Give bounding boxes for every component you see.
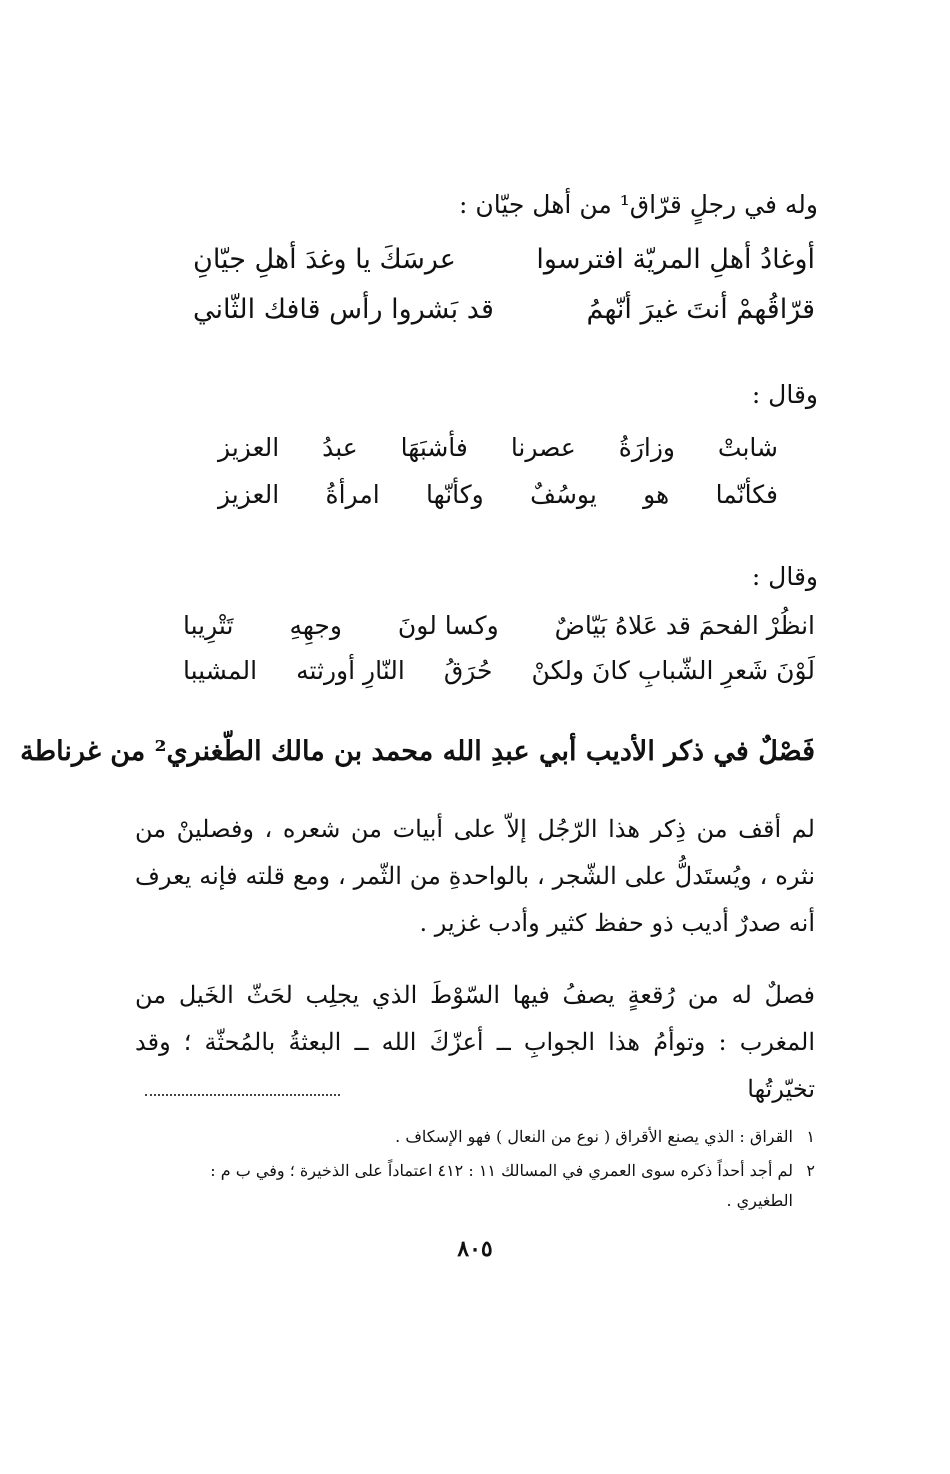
- poem-intro-2: وقال :: [751, 380, 818, 409]
- verse-2-line-2: [218, 480, 778, 509]
- poem-intro-1: وله في رجلٍ قرّاق¹ من أهل جيّان :: [459, 190, 818, 219]
- verse-phrase: انظُرْ الفحمَ قد عَلاهُ بَيّاضٌ: [554, 611, 815, 640]
- footnote-separator: [145, 1094, 340, 1096]
- verse-word: يوسُفٌ: [530, 480, 597, 509]
- footnote-number: ١: [806, 1127, 815, 1146]
- body-paragraph-1: لم أقف من ذِكر هذا الرّجُل إلاّ على أبيات من شعره ، وفصلينْ من نثره ، ويُستَدلُّ على الشّجر ، بالواحدةِ من الثّمر ، ومع قلته فإنه يعرف أنه صدرٌ أديب ذو حفظ كثير وأدب غزير .: [135, 815, 815, 937]
- hemistich: قد بَشروا رأس قافك الثّاني: [193, 294, 494, 325]
- verse-word: العزيز: [218, 480, 280, 509]
- footnote-number: ٢: [806, 1161, 815, 1180]
- verse-phrase: حُرَقُ: [443, 656, 493, 685]
- verse-word: فأشبَهَا: [400, 433, 468, 462]
- footnote-2: [135, 1156, 815, 1216]
- footnote-1: [135, 1122, 815, 1152]
- page-number: ٨٠٥: [457, 1236, 493, 1262]
- verse-phrase: النّارِ أورثته: [296, 656, 405, 685]
- verse-word: شابتْ: [717, 433, 778, 462]
- footnote-text: لم أجد أحداً ذكره سوى العمري في المسالك ١١ : ٤١٢ اعتماداً على الذخيرة ؛ وفي ب م :: [210, 1161, 793, 1180]
- hemistich: أوغادُ أهلِ المريّة افترسوا: [536, 244, 815, 275]
- hemistich: قرّاقُهمْ أنتَ غيرَ أنّهمُ: [586, 294, 815, 325]
- verse-phrase: المشيبا: [183, 656, 258, 685]
- verse-3-line-2: [183, 656, 815, 685]
- verse-phrase: وكسا لونَ: [397, 611, 499, 640]
- verse-phrase: لَوْنَ شَعرِ الشّبابِ كانَ ولكنْ: [531, 656, 815, 685]
- verse-word: وكأنّها: [426, 480, 484, 509]
- verse-word: العزيز: [218, 433, 280, 462]
- verse-2-line-1: [218, 433, 778, 462]
- footnote-continuation: الطغيري .: [726, 1191, 793, 1210]
- body-paragraph-2: فصلٌ له من رُقعةٍ يصفُ فيها السّوْطَ الذي يجلِب لحَثّ الخَيل من المغرب : وتوأمُ هذا الجوابِ ــ أعزّكَ الله ــ البعثةُ بالمُحثّة ؛ وقد تخيّرتُها: [135, 981, 815, 1103]
- verse-1-line-1: [193, 244, 815, 275]
- verse-phrase: تَتْرِيبا: [183, 611, 234, 640]
- verse-word: عبدُ: [322, 433, 358, 462]
- verse-phrase: وجهِهِ: [289, 611, 342, 640]
- verse-word: هو: [643, 480, 670, 509]
- section-heading: فَصْلٌ في ذكر الأديب أبي عبدِ الله محمد بن مالك الطّغنري² من غرناطة: [20, 736, 815, 767]
- verse-word: امرأةُ: [325, 480, 380, 509]
- verse-word: وزارَةُ: [618, 433, 675, 462]
- verse-word: عصرنا: [510, 433, 576, 462]
- verse-word: فكأنّما: [715, 480, 778, 509]
- footnote-text: القراق : الذي يصنع الأقراق ( نوع من النعال ) فهو الإسكاف .: [395, 1127, 793, 1146]
- poem-intro-3: وقال :: [751, 562, 818, 591]
- hemistich: عرسَكَ يا وغدَ أهلِ جيّانِ: [193, 244, 456, 275]
- verse-3-line-1: [183, 611, 815, 640]
- verse-1-line-2: [193, 294, 815, 325]
